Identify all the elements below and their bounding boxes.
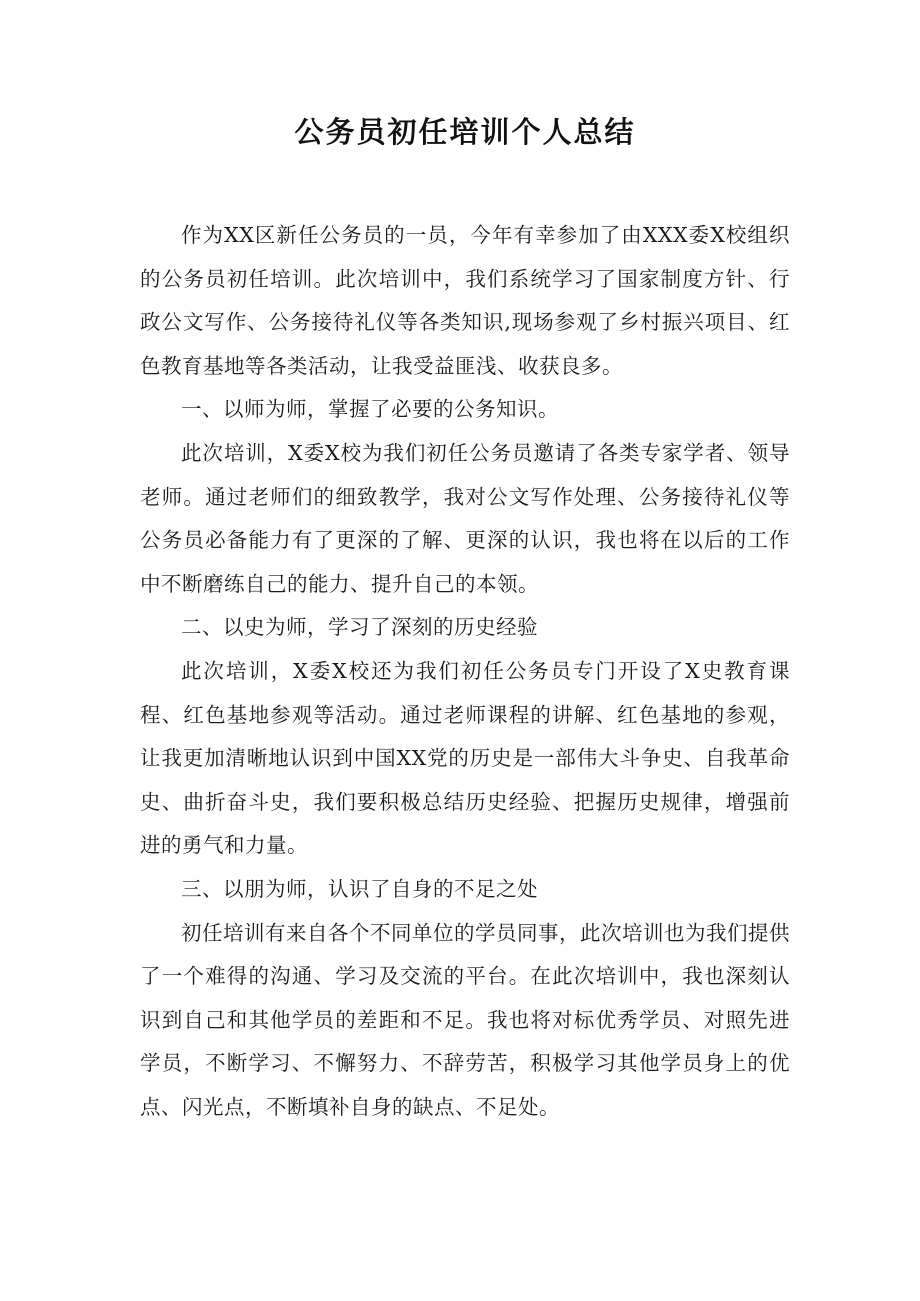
- section-heading-3: 三、以朋为师，认识了自身的不足之处: [181, 876, 538, 901]
- intro-paragraph: 作为XX区新任公务员的一员，今年有幸参加了由XXX委X校组织的公务员初任培训。此次培训中，我们系统学习了国家制度方针、行政公文写作、公务接待礼仪等各类知识,现场参观了乡村振兴项目、红色教育基地等各类活动，让我受益匪浅、收获良多。: [140, 223, 790, 378]
- section-heading-2: 二、以史为师，学习了深刻的历史经验: [181, 615, 538, 640]
- document-title: 公务员初任培训个人总结: [294, 115, 636, 149]
- section-paragraph-2: 此次培训，X委X校还为我们初任公务员专门开设了X史教育课程、红色基地参观等活动。通过老师课程的讲解、红色基地的参观，让我更加清晰地认识到中国XX党的历史是一部伟大斗争史、自我革命史、曲折奋斗史，我们要积极总结历史经验、把握历史规律，增强前进的勇气和力量。: [140, 658, 790, 858]
- section-paragraph-3: 初任培训有来自各个不同单位的学员同事，此次培训也为我们提供了一个难得的沟通、学习及交流的平台。在此次培训中，我也深刻认识到自己和其他学员的差距和不足。我也将对标优秀学员、对照先进学员，不断学习、不懈努力、不辞劳苦，积极学习其他学员身上的优点、闪光点，不断填补自身的缺点、不足处。: [140, 920, 790, 1119]
- section-paragraph-1: 此次培训，X委X校为我们初任公务员邀请了各类专家学者、领导老师。通过老师们的细致教学，我对公文写作处理、公务接待礼仪等公务员必备能力有了更深的了解、更深的认识，我也将在以后的工作中不断磨练自己的能力、提升自己的本领。: [140, 440, 790, 596]
- section-heading-1: 一、以师为师，掌握了必要的公务知识。: [181, 397, 559, 422]
- document-page: [140, 112, 790, 1129]
